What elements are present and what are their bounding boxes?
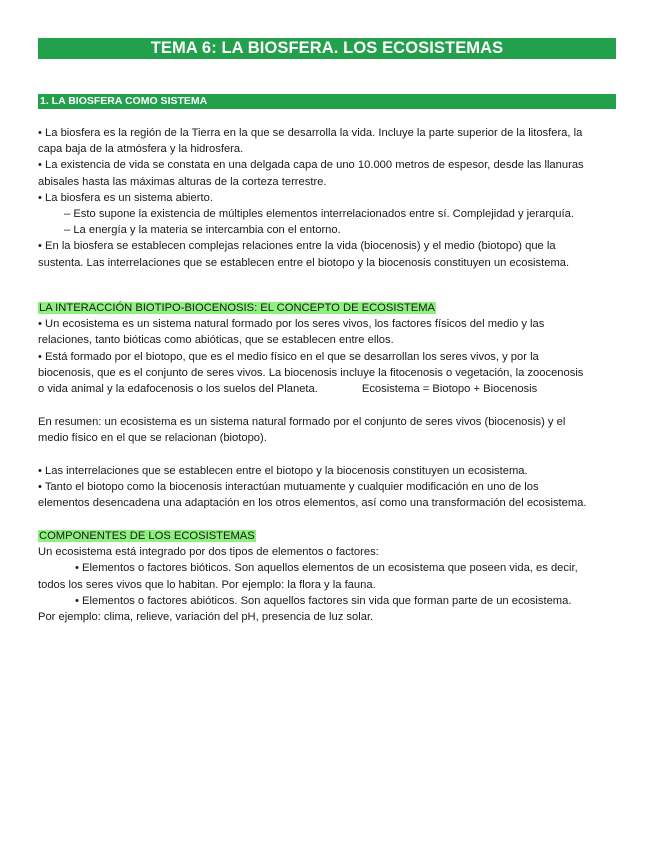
paragraph-line: • La biosfera es la región de la Tierra en la que se desarrolla la vida. Incluye la parte superior de la litosfera, la — [38, 127, 583, 139]
sub-item: – La energía y la materia se intercambia con el entorno. — [64, 224, 341, 237]
abiotic-factors-item: • Elementos o factores abióticos. Son aquellos factores sin vida que forman parte de un ecosistema. — [75, 594, 572, 607]
paragraph-line: • Un ecosistema es un sistema natural formado por los seres vivos, los factores físicos del medio y las — [38, 318, 545, 331]
line-text: o vida animal y la edafocenosis o los suelos del Planeta. — [38, 383, 318, 396]
section-heading-biosfera: 1. LA BIOSFERA COMO SISTEMA — [38, 94, 616, 109]
paragraph-line: elementos desencadena una adaptación en los otros elementos, así como una transformación del ecosistema. — [38, 497, 587, 510]
ecosystem-formula: Ecosistema = Biotopo + Biocenosis — [361, 383, 538, 396]
section-componentes — [38, 528, 618, 625]
paragraph-line — [38, 381, 618, 397]
section-interaccion — [38, 300, 618, 397]
sub-item: – Esto supone la existencia de múltiples elementos interrelacionados entre sí. Complejidad y jerarquía. — [64, 208, 574, 221]
paragraph-line: biocenosis, que es el conjunto de seres vivos. La biocenosis incluye la fitocenosis o vegetación, la zoocenosis — [38, 366, 584, 379]
paragraph-line: • La existencia de vida se constata en una delgada capa de uno 10.000 metros de espesor, desde las llanuras — [38, 159, 584, 172]
biotic-factors-item: • Elementos o factores bióticos. Son aquellos elementos de un ecosistema que poseen vida, es decir, — [75, 562, 578, 575]
section-biosfera-body — [38, 125, 618, 271]
paragraph-line: • En la biosfera se establecen complejas relaciones entre la vida (biocenosis) y el medio (biotopo) que la — [38, 240, 556, 253]
section-heading-componentes: COMPONENTES DE LOS ECOSISTEMAS — [39, 530, 255, 542]
paragraph-line: todos los seres vivos que lo habitan. Por ejemplo: la flora y la fauna. — [38, 578, 376, 591]
paragraph-line: • Las interrelaciones que se establecen entre el biotopo y la biocenosis constituyen un ecosistema. — [38, 465, 528, 477]
summary-paragraph — [38, 414, 618, 446]
paragraph-line: • Tanto el biotopo como la biocenosis interactúan mutuamente y cualquier modificación en uno de los — [38, 481, 539, 494]
paragraph-line: Por ejemplo: clima, relieve, variación del pH, presencia de luz solar. — [38, 611, 374, 624]
paragraph-line: Un ecosistema está integrado por dos tipos de elementos o factores: — [38, 546, 379, 559]
paragraph-line: • Está formado por el biotopo, que es el medio físico en el que se desarrollan los seres vivos, y por la — [38, 350, 539, 363]
section-heading-interaccion: LA INTERACCIÓN BIOTIPO-BIOCENOSIS: EL CONCEPTO DE ECOSISTEMA — [39, 302, 435, 314]
paragraph-line: sustenta. Las interrelaciones que se establecen entre el biotopo y la biocenosis constituyen un ecosistema. — [38, 256, 570, 269]
page-title: TEMA 6: LA BIOSFERA. LOS ECOSISTEMAS — [38, 38, 616, 59]
paragraph-line: medio físico en el que se relacionan (biotopo). — [38, 432, 267, 445]
interrelations-paragraph — [38, 463, 618, 512]
paragraph-line: En resumen: un ecosistema es un sistema natural formado por el conjunto de seres vivos (biocenosis) y el — [38, 416, 566, 428]
paragraph-line: relaciones, tanto bióticas como abióticas, que se establecen entre ellos. — [38, 334, 394, 347]
paragraph-line: • La biosfera es un sistema abierto. — [38, 191, 213, 204]
paragraph-line: capa baja de la atmósfera y la hidrosfera. — [38, 143, 244, 156]
paragraph-line: abisales hasta las máximas alturas de la corteza terrestre. — [38, 175, 327, 188]
